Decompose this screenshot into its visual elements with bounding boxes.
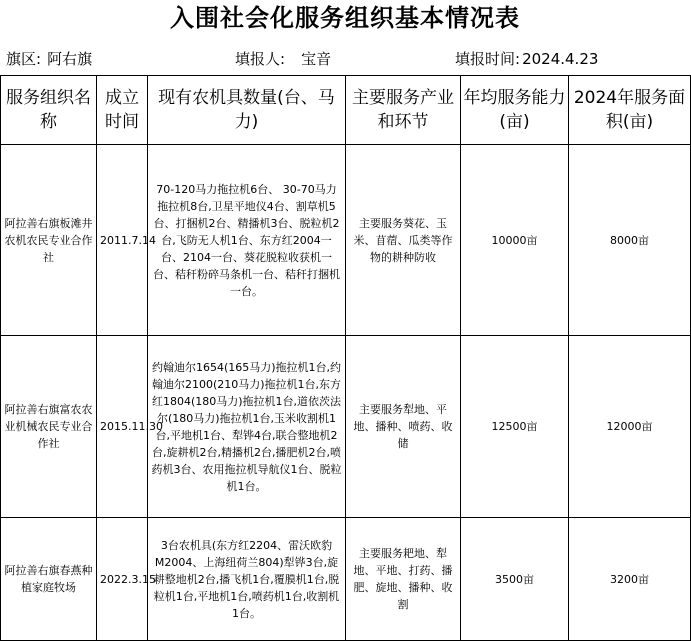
header-machinery: 现有农机具数量(台、马力) <box>148 76 346 145</box>
org-name-cell: 阿拉善右旗富农农业机械农民专业合作社 <box>1 336 97 518</box>
date-value: 2024.4.23 <box>522 50 599 68</box>
date-field <box>455 48 598 69</box>
machinery-cell: 约翰迪尔1654(165马力)拖拉机1台,约翰迪尔2100(210马力)拖拉机1台,东方红1804(180马力)拖拉机1台,道依茨法尔(180马力)拖拉机1台,玉米收割机1台,平地机1台、犁铧4台,联合整地机2台,旋耕机2台,精播机2台,播肥机2台,喷药机3台、农用拖拉机导航仪1台、脱粒机1台。 <box>148 336 346 518</box>
area-2024-cell: 3200亩 <box>569 518 691 641</box>
services-cell: 主要服务犁地、平地、播种、喷药、收储 <box>346 336 461 518</box>
reporter-label: 填报人: <box>235 50 286 68</box>
org-name-cell: 阿拉善右旗板滩井农机农民专业合作社 <box>1 145 97 336</box>
report-title: 入围社会化服务组织基本情况表 <box>170 3 520 32</box>
services-cell: 主要服务葵花、玉米、苜蓿、瓜类等作物的耕种防收 <box>346 145 461 336</box>
header-area-2024: 2024年服务面积(亩) <box>569 76 691 145</box>
region-field <box>6 48 92 69</box>
founded-cell: 2011.7.14 <box>97 145 148 336</box>
founded-cell: 2015.11.30 <box>97 336 148 518</box>
annual-capacity-cell: 12500亩 <box>461 336 569 518</box>
table-row <box>1 518 691 641</box>
table-row <box>1 336 691 518</box>
reporter-field <box>235 48 331 69</box>
machinery-cell: 70-120马力拖拉机6台、 30-70马力拖拉机8台,卫星平地仪4台、割草机5台、打捆机2台、精播机3台、脱粒机2台,飞防无人机1台、东方红2004一台、2104一台、葵花脱粒收获机一台、秸秆粉碎马条机一台、秸秆打捆机一台。 <box>148 145 346 336</box>
region-label: 旗区: <box>6 50 42 68</box>
org-name-cell: 阿拉善右旗春燕种植家庭牧场 <box>1 518 97 641</box>
organization-table <box>0 75 691 641</box>
region-value: 阿右旗 <box>47 50 93 68</box>
header-founded: 成立时间 <box>97 76 148 145</box>
area-2024-cell: 8000亩 <box>569 145 691 336</box>
reporter-value: 宝音 <box>301 50 332 68</box>
header-services: 主要服务产业和环节 <box>346 76 461 145</box>
area-2024-cell: 12000亩 <box>569 336 691 518</box>
annual-capacity-cell: 10000亩 <box>461 145 569 336</box>
table-header-row <box>1 76 691 145</box>
header-org-name: 服务组织名称 <box>1 76 97 145</box>
founded-cell: 2022.3.15 <box>97 518 148 641</box>
services-cell: 主要服务耙地、犁地、平地、打药、播肥、旋地、播种、收割 <box>346 518 461 641</box>
header-annual-capacity: 年均服务能力(亩) <box>461 76 569 145</box>
date-label: 填报时间: <box>455 50 521 68</box>
annual-capacity-cell: 3500亩 <box>461 518 569 641</box>
machinery-cell: 3台农机具(东方红2204、雷沃欧豹M2004、上海纽荷兰804)犁铧3台,旋耕整地机2台,播飞机1台,覆膜机1台,脱粒机1台,平地机1台,喷药机1台,收割机1台。 <box>148 518 346 641</box>
table-row <box>1 145 691 336</box>
